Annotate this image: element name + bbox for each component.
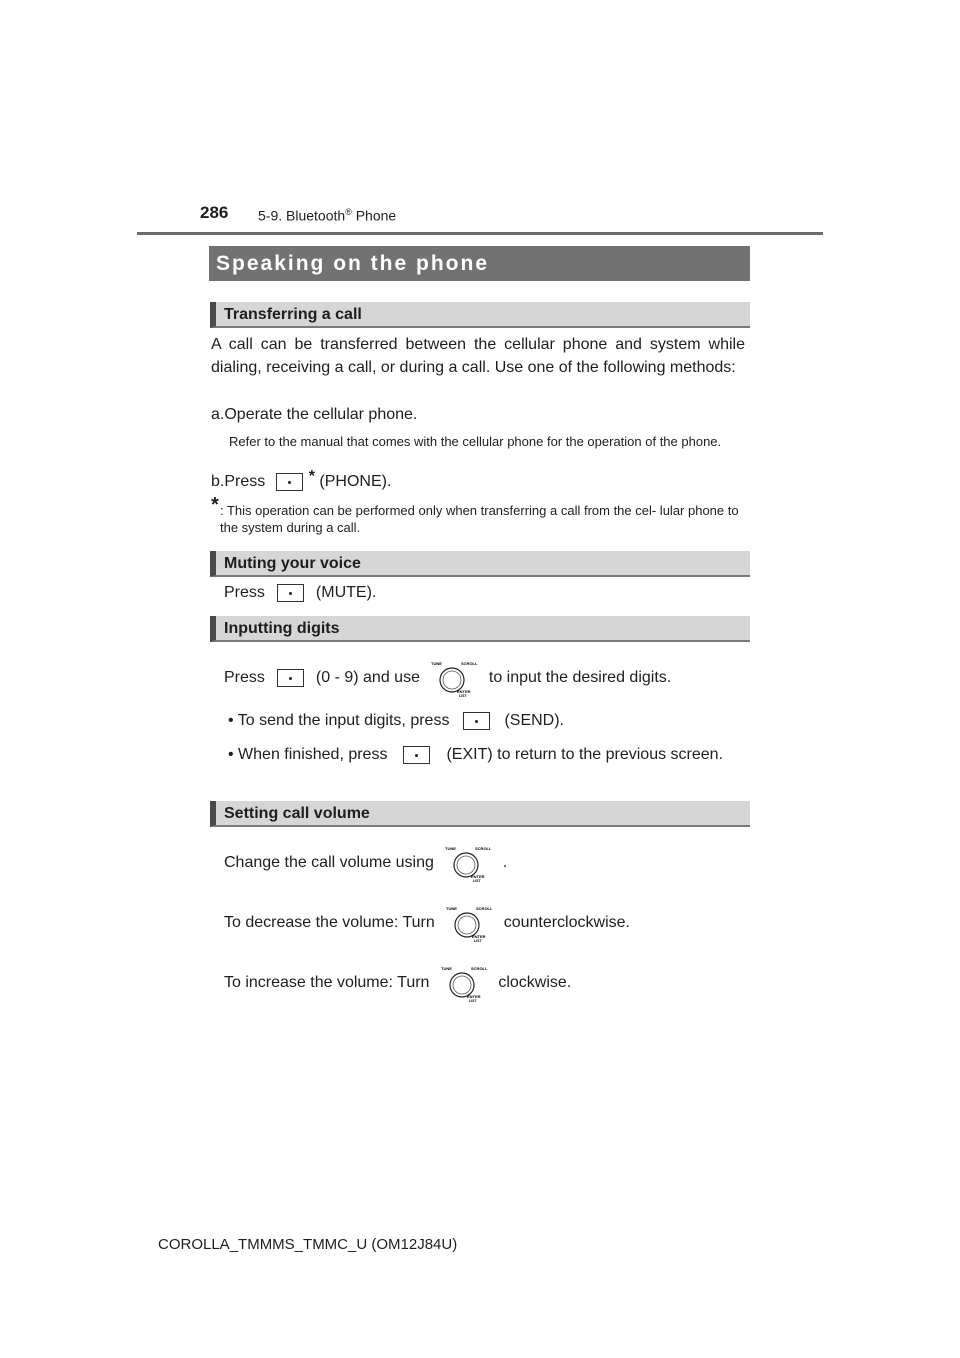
mute-key (277, 584, 304, 602)
volume-change: Change the call volume using TUNE SCROLL ENTER LIST . (224, 843, 758, 883)
mute-instruction: Press (MUTE). (224, 584, 377, 601)
knob-scroll-label: SCROLL (476, 906, 493, 911)
knob-list-label: LIST (473, 879, 481, 883)
section-title: 5-9. Bluetooth® Phone (258, 207, 397, 224)
knob-scroll-label: SCROLL (475, 846, 492, 851)
knob-list-label: LIST (468, 999, 477, 1003)
subheading-inputting: Inputting digits (210, 616, 750, 642)
knob-list-label: LIST (459, 694, 468, 698)
knob-tune-label: TUNE (440, 966, 452, 971)
header-rule (137, 232, 823, 235)
knob-enter-label: ENTER (471, 874, 485, 879)
knob-scroll-label: SCROLL (470, 966, 488, 971)
knob-enter-label: ENTER (472, 934, 486, 939)
phone-key (276, 473, 303, 491)
tune-scroll-knob-icon (438, 963, 490, 1003)
exit-instruction: • When finished, press (EXIT) to return to the previous screen. (228, 746, 724, 763)
volume-increase: To increase the volume: Turn TUNE SCROLL ENTER LIST clockwise. (224, 963, 758, 1003)
tune-scroll-knob-icon (442, 843, 494, 883)
subheading-volume: Setting call volume (210, 801, 750, 827)
knob-tune-label: TUNE (445, 846, 457, 851)
knob-tune-label: TUNE (431, 661, 443, 666)
knob-enter-label: ENTER (466, 994, 481, 999)
option-a-note: Refer to the manual that comes with the cellular phone for the operation of the phone. (229, 434, 722, 449)
page-number: 286 (200, 203, 229, 222)
digits-instruction: Press (0 - 9) and use TUNE SCROLL ENTER LIST to input the desired digits. (224, 658, 754, 698)
option-b: b.Press * (PHONE). (211, 468, 392, 490)
footnote-star: * (211, 494, 219, 516)
subheading-muting: Muting your voice (210, 551, 750, 577)
transfer-intro: A call can be transferred between the cellular phone and system while dialing, receiving a call, or during a call. Use one of the following methods: (211, 336, 745, 376)
knob-enter-label: ENTER (457, 689, 471, 694)
knob-list-label: LIST (474, 939, 482, 943)
option-a: a.Operate the cellular phone. (211, 406, 418, 423)
subheading-transferring: Transferring a call (210, 302, 750, 328)
digit-key (277, 669, 304, 687)
tune-scroll-knob-icon (428, 658, 480, 698)
transfer-footnote: : This operation can be performed only when transferring a call from the cel- lular phone to the system during a call. (220, 503, 739, 535)
volume-decrease: To decrease the volume: Turn TUNE SCROLL ENTER LIST counterclockwise. (224, 903, 758, 943)
footer-model-code: COROLLA_TMMMS_TMMC_U (OM12J84U) (158, 1236, 458, 1253)
tune-scroll-knob-icon (443, 903, 495, 943)
knob-tune-label: TUNE (446, 906, 458, 911)
exit-key (403, 746, 430, 764)
page-title: Speaking on the phone (209, 246, 750, 281)
knob-scroll-label: SCROLL (461, 661, 478, 666)
send-key (463, 712, 490, 730)
send-instruction: • To send the input digits, press (SEND). (228, 712, 564, 729)
